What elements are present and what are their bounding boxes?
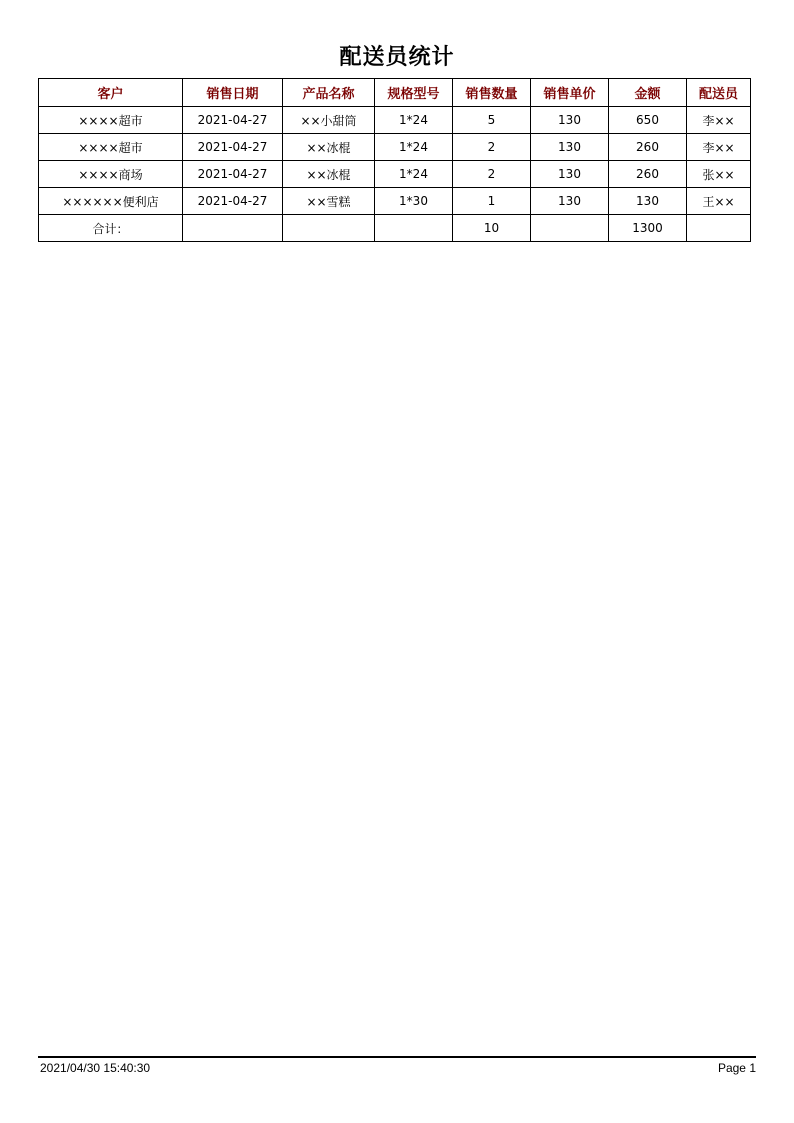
- total-label: 合计：: [39, 215, 183, 242]
- cell-product-name: ××小甜筒: [283, 107, 375, 134]
- cell-customer: ××××商场: [39, 161, 183, 188]
- cell-quantity: 2: [453, 134, 531, 161]
- cell-courier: 张××: [687, 161, 751, 188]
- column-header-quantity: 销售数量: [453, 79, 531, 107]
- report-title: 配送员统计: [339, 44, 455, 70]
- page-number: Page 1: [717, 1061, 756, 1075]
- column-header-spec: 规格型号: [375, 79, 453, 107]
- empty-cell: [183, 215, 283, 242]
- table-row: [39, 134, 751, 161]
- cell-courier: 王××: [687, 188, 751, 215]
- footer-divider: [38, 1056, 756, 1058]
- cell-amount: 260: [609, 161, 687, 188]
- cell-customer: ××××超市: [39, 107, 183, 134]
- print-timestamp: 2021/04/30 15:40:30: [40, 1061, 151, 1075]
- total-row: [39, 215, 751, 242]
- cell-spec: 1*24: [375, 107, 453, 134]
- cell-amount: 650: [609, 107, 687, 134]
- empty-cell: [687, 215, 751, 242]
- cell-product-name: ××冰棍: [283, 161, 375, 188]
- column-header-product-name: 产品名称: [283, 79, 375, 107]
- table-row: [39, 188, 751, 215]
- column-header-sale-date: 销售日期: [183, 79, 283, 107]
- delivery-statistics-table: [38, 78, 751, 242]
- empty-cell: [283, 215, 375, 242]
- cell-sale-date: 2021-04-27: [183, 161, 283, 188]
- cell-customer: ××××超市: [39, 134, 183, 161]
- cell-spec: 1*30: [375, 188, 453, 215]
- cell-quantity: 5: [453, 107, 531, 134]
- cell-sale-date: 2021-04-27: [183, 134, 283, 161]
- cell-product-name: ××雪糕: [283, 188, 375, 215]
- cell-quantity: 1: [453, 188, 531, 215]
- cell-customer: ××××××便利店: [39, 188, 183, 215]
- cell-spec: 1*24: [375, 134, 453, 161]
- table-row: [39, 107, 751, 134]
- cell-product-name: ××冰棍: [283, 134, 375, 161]
- column-header-courier: 配送员: [687, 79, 751, 107]
- cell-amount: 260: [609, 134, 687, 161]
- total-quantity: 10: [453, 215, 531, 242]
- total-amount: 1300: [609, 215, 687, 242]
- cell-amount: 130: [609, 188, 687, 215]
- cell-unit-price: 130: [531, 188, 609, 215]
- cell-courier: 李××: [687, 107, 751, 134]
- cell-unit-price: 130: [531, 134, 609, 161]
- column-header-unit-price: 销售单价: [531, 79, 609, 107]
- table-row: [39, 161, 751, 188]
- table-header-row: [39, 79, 751, 107]
- column-header-customer: 客户: [39, 79, 183, 107]
- empty-cell: [375, 215, 453, 242]
- cell-quantity: 2: [453, 161, 531, 188]
- column-header-amount: 金额: [609, 79, 687, 107]
- cell-courier: 李××: [687, 134, 751, 161]
- cell-sale-date: 2021-04-27: [183, 188, 283, 215]
- empty-cell: [531, 215, 609, 242]
- cell-unit-price: 130: [531, 161, 609, 188]
- cell-unit-price: 130: [531, 107, 609, 134]
- cell-spec: 1*24: [375, 161, 453, 188]
- cell-sale-date: 2021-04-27: [183, 107, 283, 134]
